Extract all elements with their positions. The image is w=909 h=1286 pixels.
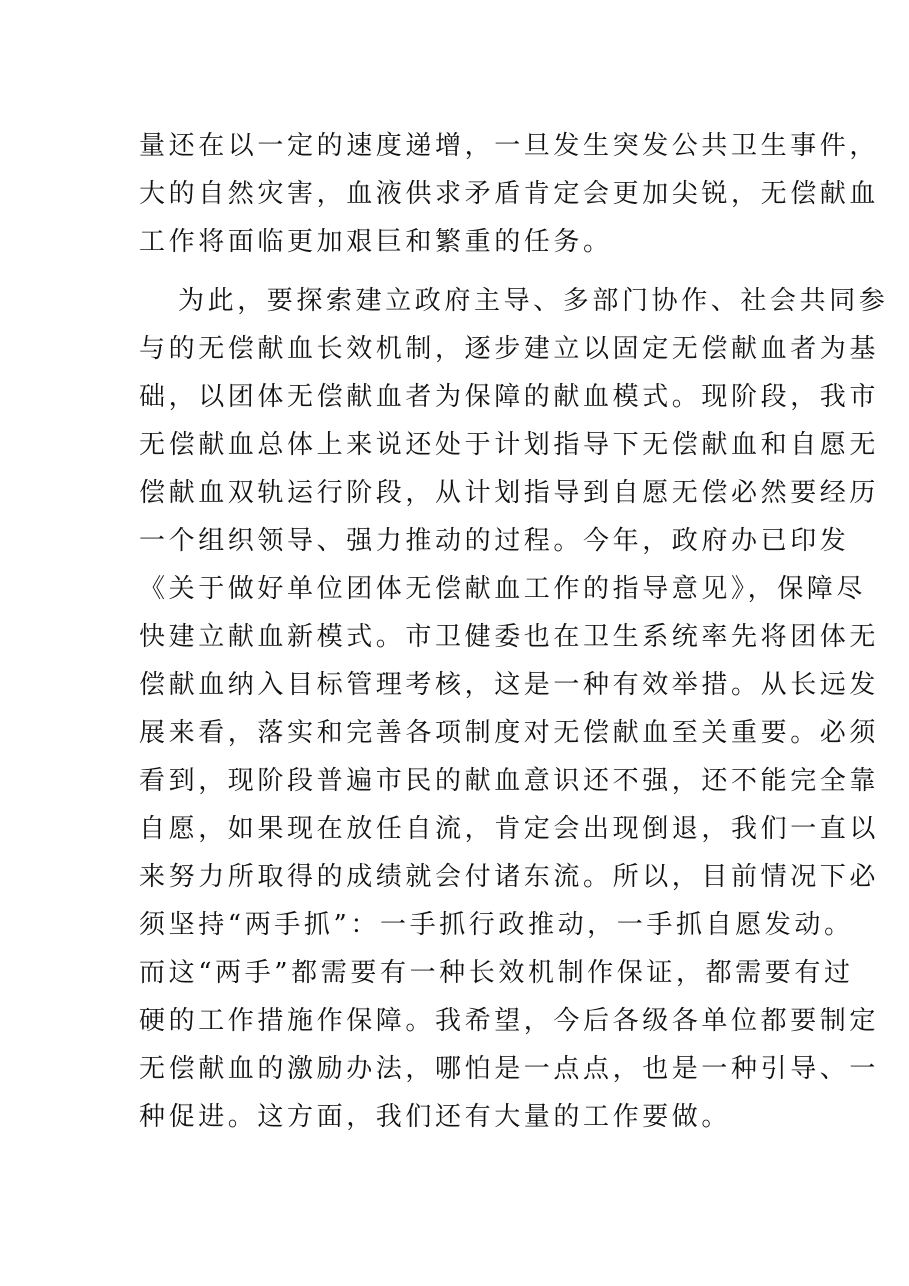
text-line: 种促进。这方面，我们还有大量的工作要做。 — [139, 1102, 732, 1132]
text-line: 量还在以一定的速度递增，一旦发生突发公共卫生事件， — [139, 131, 880, 161]
text-line: 而这“两手”都需要有一种长效机制作保证，都需要有过 — [139, 958, 854, 988]
text-line: 自愿，如果现在放任自流，肯定会出现倒退，我们一直以 — [139, 814, 880, 844]
text-line: 为此，要探索建立政府主导、多部门协作、社会共同参 — [178, 286, 889, 316]
text-line: 《关于做好单位团体无偿献血工作的指导意见》，保障尽 — [139, 574, 867, 604]
text-line: 硬的工作措施作保障。我希望，今后各级各单位都要制定 — [139, 1006, 880, 1036]
text-line: 偿献血纳入目标管理考核，这是一种有效举措。从长远发 — [139, 670, 880, 700]
text-line: 无偿献血的激励办法，哪怕是一点点，也是一种引导、一 — [139, 1054, 880, 1084]
text-line: 偿献血双轨运行阶段，从计划指导到自愿无偿必然要经历 — [139, 478, 880, 508]
text-line: 看到，现阶段普遍市民的献血意识还不强，还不能完全靠 — [139, 766, 880, 796]
text-line: 与的无偿献血长效机制，逐步建立以固定无偿献血者为基 — [139, 334, 880, 364]
text-line: 来努力所取得的成绩就会付诸东流。所以，目前情况下必 — [139, 862, 880, 892]
text-line: 大的自然灾害，血液供求矛盾肯定会更加尖锐，无偿献血 — [139, 179, 880, 209]
text-line: 础，以团体无偿献血者为保障的献血模式。现阶段，我市 — [139, 382, 880, 412]
text-line: 一个组织领导、强力推动的过程。今年，政府办已印发 — [139, 526, 850, 556]
text-line: 工作将面临更加艰巨和繁重的任务。 — [139, 227, 613, 257]
text-line: 无偿献血总体上来说还处于计划指导下无偿献血和自愿无 — [139, 430, 880, 460]
text-line: 须坚持“两手抓”：一手抓行政推动，一手抓自愿发动。 — [139, 910, 854, 940]
text-line: 快建立献血新模式。市卫健委也在卫生系统率先将团体无 — [139, 622, 880, 652]
text-line: 展来看，落实和完善各项制度对无偿献血至关重要。必须 — [139, 718, 880, 748]
